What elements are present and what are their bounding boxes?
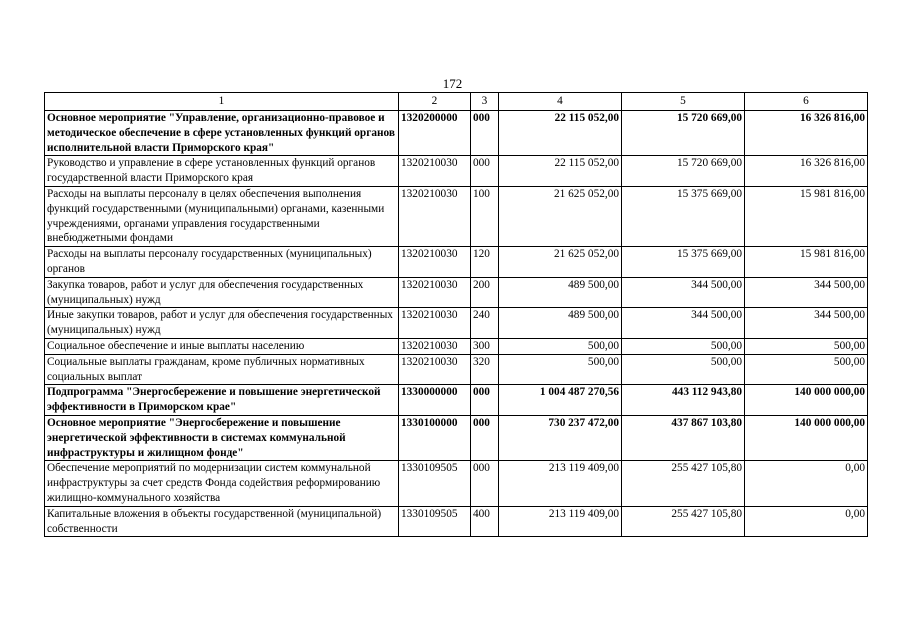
expense-type-cell: 200	[471, 277, 499, 308]
amount-col5-cell: 255 427 105,80	[622, 461, 745, 506]
budget-table	[44, 92, 868, 537]
table-row	[45, 308, 868, 339]
amount-col6-cell: 0,00	[745, 506, 868, 537]
column-header: 3	[471, 93, 499, 111]
amount-col6-cell: 16 326 816,00	[745, 111, 868, 156]
amount-col6-cell: 15 981 816,00	[745, 186, 868, 246]
target-code-cell: 1320210030	[399, 308, 471, 339]
column-header: 5	[622, 93, 745, 111]
amount-col4-cell: 730 237 472,00	[499, 415, 622, 460]
target-code-cell: 1320210030	[399, 247, 471, 278]
expense-type-cell: 320	[471, 354, 499, 385]
amount-col6-cell: 500,00	[745, 338, 868, 354]
item-name-cell: Основное мероприятие "Управление, организационно-правовое и методическое обеспечение в сфере установленных функций органов исполнительной власти Приморского края"	[45, 111, 399, 156]
amount-col5-cell: 344 500,00	[622, 277, 745, 308]
amount-col6-cell: 344 500,00	[745, 308, 868, 339]
amount-col5-cell: 443 112 943,80	[622, 385, 745, 416]
column-header: 4	[499, 93, 622, 111]
amount-col6-cell: 344 500,00	[745, 277, 868, 308]
item-name-cell: Иные закупки товаров, работ и услуг для обеспечения государственных (муниципальных) нужд	[45, 308, 399, 339]
page-number: 172	[442, 76, 463, 91]
amount-col6-cell: 500,00	[745, 354, 868, 385]
amount-col5-cell: 344 500,00	[622, 308, 745, 339]
expense-type-cell: 300	[471, 338, 499, 354]
table-row	[45, 354, 868, 385]
item-name-cell: Обеспечение мероприятий по модернизации систем коммунальной инфраструктуры за счет средств Фонда содействия реформированию жилищно-коммунального хозяйства	[45, 461, 399, 506]
item-name-cell: Руководство и управление в сфере установленных функций органов государственной власти Приморского края	[45, 156, 399, 187]
table-row	[45, 277, 868, 308]
item-name-cell: Капитальные вложения в объекты государственной (муниципальной) собственности	[45, 506, 399, 537]
item-name-cell: Расходы на выплаты персоналу в целях обеспечения выполнения функций государственными (муниципальными) органами, казенными учреждениями, органами управления государственными внебюджетными фондами	[45, 186, 399, 246]
amount-col6-cell: 16 326 816,00	[745, 156, 868, 187]
item-name-cell: Социальные выплаты гражданам, кроме публичных нормативных социальных выплат	[45, 354, 399, 385]
table-row	[45, 186, 868, 246]
amount-col6-cell: 140 000 000,00	[745, 415, 868, 460]
amount-col4-cell: 213 119 409,00	[499, 461, 622, 506]
amount-col5-cell: 15 720 669,00	[622, 111, 745, 156]
amount-col5-cell: 437 867 103,80	[622, 415, 745, 460]
amount-col6-cell: 0,00	[745, 461, 868, 506]
table-row	[45, 247, 868, 278]
table-row	[45, 156, 868, 187]
amount-col5-cell: 15 375 669,00	[622, 186, 745, 246]
item-name-cell: Подпрограмма "Энергосбережение и повышение энергетической эффективности в Приморском крае"	[45, 385, 399, 416]
amount-col4-cell: 1 004 487 270,56	[499, 385, 622, 416]
amount-col5-cell: 15 375 669,00	[622, 247, 745, 278]
amount-col4-cell: 213 119 409,00	[499, 506, 622, 537]
amount-col5-cell: 500,00	[622, 354, 745, 385]
expense-type-cell: 000	[471, 385, 499, 416]
table-row	[45, 461, 868, 506]
target-code-cell: 1320210030	[399, 277, 471, 308]
amount-col4-cell: 22 115 052,00	[499, 111, 622, 156]
amount-col4-cell: 500,00	[499, 338, 622, 354]
target-code-cell: 1330100000	[399, 415, 471, 460]
item-name-cell: Расходы на выплаты персоналу государственных (муниципальных) органов	[45, 247, 399, 278]
expense-type-cell: 000	[471, 156, 499, 187]
amount-col5-cell: 15 720 669,00	[622, 156, 745, 187]
amount-col4-cell: 489 500,00	[499, 308, 622, 339]
table-row	[45, 385, 868, 416]
target-code-cell: 1330109505	[399, 506, 471, 537]
expense-type-cell: 100	[471, 186, 499, 246]
table-row	[45, 415, 868, 460]
table-row	[45, 506, 868, 537]
target-code-cell: 1320210030	[399, 186, 471, 246]
expense-type-cell: 000	[471, 461, 499, 506]
table-row	[45, 111, 868, 156]
amount-col6-cell: 140 000 000,00	[745, 385, 868, 416]
expense-type-cell: 240	[471, 308, 499, 339]
item-name-cell: Социальное обеспечение и иные выплаты населению	[45, 338, 399, 354]
item-name-cell: Основное мероприятие "Энергосбережение и повышение энергетической эффективности в системах коммунальной инфраструктуры и жилищном фонде"	[45, 415, 399, 460]
amount-col4-cell: 500,00	[499, 354, 622, 385]
expense-type-cell: 000	[471, 111, 499, 156]
expense-type-cell: 000	[471, 415, 499, 460]
target-code-cell: 1320210030	[399, 338, 471, 354]
target-code-cell: 1320200000	[399, 111, 471, 156]
header-row	[45, 93, 868, 111]
expense-type-cell: 400	[471, 506, 499, 537]
item-name-cell: Закупка товаров, работ и услуг для обеспечения государственных (муниципальных) нужд	[45, 277, 399, 308]
amount-col4-cell: 21 625 052,00	[499, 186, 622, 246]
target-code-cell: 1320210030	[399, 354, 471, 385]
column-header: 1	[45, 93, 399, 111]
column-header: 2	[399, 93, 471, 111]
target-code-cell: 1330000000	[399, 385, 471, 416]
amount-col4-cell: 22 115 052,00	[499, 156, 622, 187]
expense-type-cell: 120	[471, 247, 499, 278]
amount-col5-cell: 500,00	[622, 338, 745, 354]
table-row	[45, 338, 868, 354]
target-code-cell: 1320210030	[399, 156, 471, 187]
target-code-cell: 1330109505	[399, 461, 471, 506]
column-header: 6	[745, 93, 868, 111]
amount-col4-cell: 21 625 052,00	[499, 247, 622, 278]
amount-col6-cell: 15 981 816,00	[745, 247, 868, 278]
amount-col4-cell: 489 500,00	[499, 277, 622, 308]
amount-col5-cell: 255 427 105,80	[622, 506, 745, 537]
